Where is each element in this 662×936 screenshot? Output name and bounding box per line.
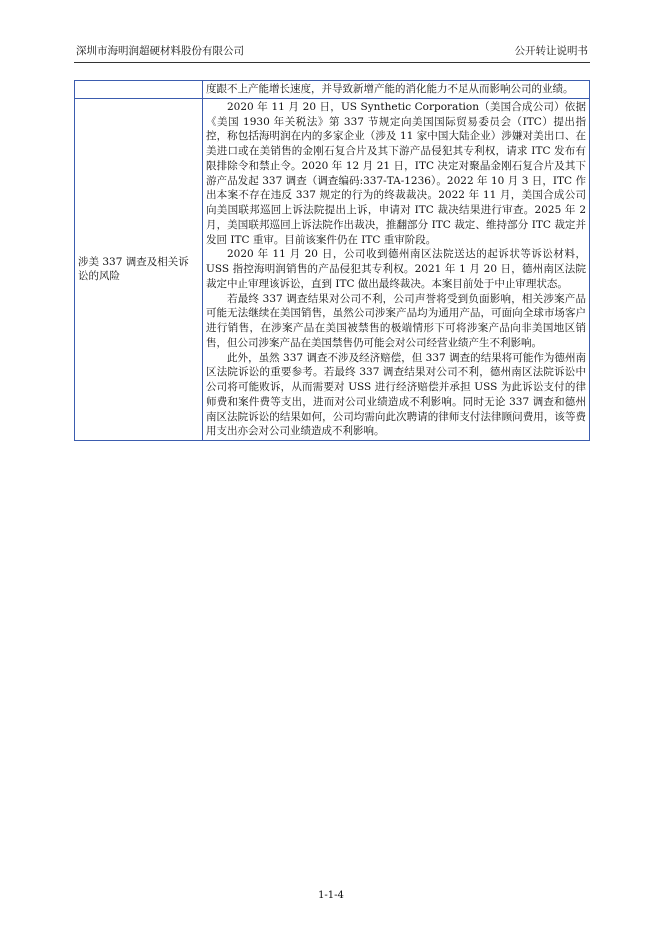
paragraph: 度跟不上产能增长速度，并导致新增产能的消化能力不足从而影响公司的业绩。 — [206, 83, 574, 95]
page-header — [74, 44, 590, 63]
risk-table — [74, 80, 590, 441]
paragraph: 若最终 337 调查结果对公司不利，公司声誉将受到负面影响，相关涉案产品可能无法继续在美国销售，虽然公司涉案产品均为通用产品，可面向全球市场客户进行销售，在涉案产品在美国被禁售的极端情形下可将涉案产品向非美国地区销售，但公司涉案产品在美国禁售仍可能会对公司经营业绩产生不利影响。 — [206, 292, 586, 349]
paragraph: 2020 年 11 月 20 日，US Synthetic Corporation（美国合成公司）依据《美国 1930 年关税法》第 337 节规定向美国国际贸易委员会（ITC）提出指控，称包括海明润在内的多家企业（涉及 11 家中国大陆企业）涉嫌对美出口、在美进口或在美销售的金刚石复合片及其下游产品侵犯其专利权，请求 ITC 发布有限排除令和禁止令。2020 年 12 月 21 日，ITC 决定对聚晶金刚石复合片及其下游产品发起 337 调查（调查编码:337-TA-1236）。2022 年 10 月 3 日，ITC 作出本案不存在违反 337 规定的行为的终裁裁决。2022 年 11 月，美国合成公司向美国联邦巡回上诉法院提出上诉，申请对 ITC 裁决结果进行审查。2025 年 2 月，美国联邦巡回上诉法院作出裁决，推翻部分 ITC 裁定、维持部分 ITC 裁定并发回 ITC 重审。目前该案件仍在 ITC 重审阶段。 — [206, 100, 586, 246]
table-row — [75, 81, 590, 99]
paragraph: 此外，虽然 337 调查不涉及经济赔偿，但 337 调查的结果将可能作为德州南区法院诉讼的重要参考。若最终 337 调查结果对公司不利，德州南区法院诉讼中公司将可能败诉，从而需要对 USS 进行经济赔偿并承担 USS 为此诉讼支付的律师费和案件费等支出，进而对公司业绩造成不利影响。同时无论 337 调查和德州南区法院诉讼的结果如何，公司均需向此次聘请的律师支付法律顾问费用，该等费用支出亦会对公司业绩造成不利影响。 — [206, 351, 586, 438]
table-row — [75, 98, 590, 440]
risk-label-cell: 涉美 337 调查及相关诉讼的风险 — [75, 98, 203, 440]
risk-description-cell — [203, 98, 590, 440]
company-name: 深圳市海明润超硬材料股份有限公司 — [76, 45, 244, 57]
document-type: 公开转让说明书 — [514, 45, 588, 57]
paragraph: 2020 年 11 月 20 日，公司收到德州南区法院送达的起诉状等诉讼材料，USS 指控海明润销售的产品侵犯其专利权。2021 年 1 月 20 日，德州南区法院裁定中止审理该诉讼，直到 ITC 做出最终裁决。本案目前处于中止审理状态。 — [206, 248, 586, 290]
risk-label-cell — [75, 81, 203, 99]
page-number: 1-1-4 — [318, 890, 344, 901]
risk-description-cell — [203, 81, 590, 99]
